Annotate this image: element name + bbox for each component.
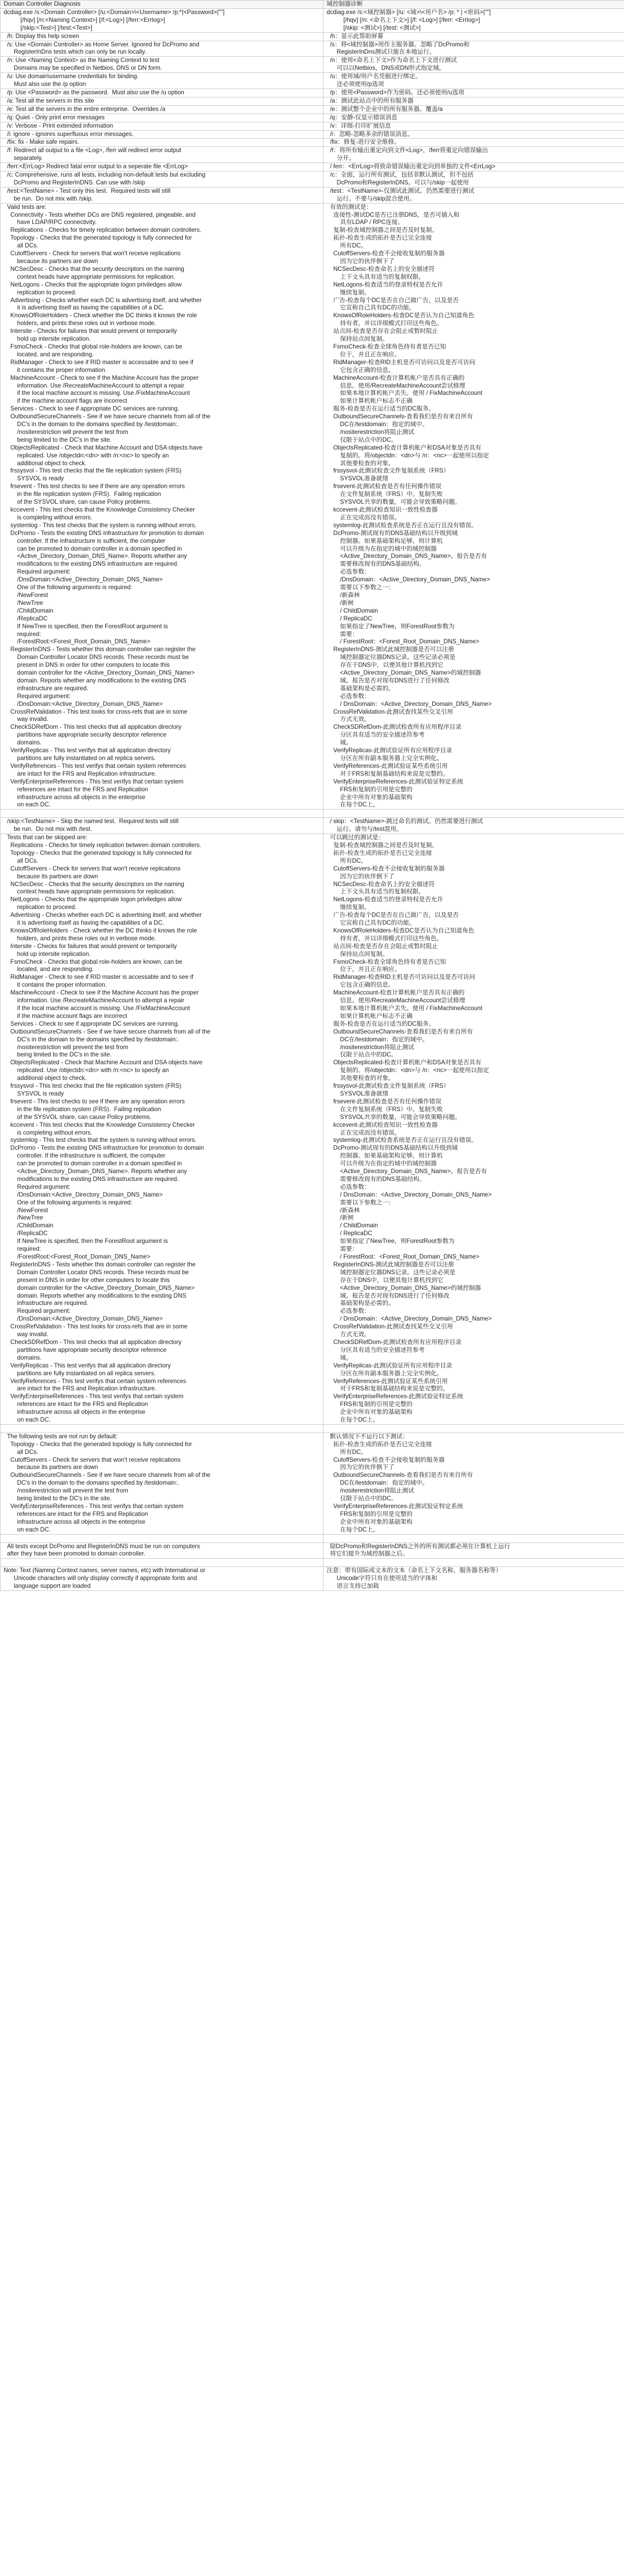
chinese-cell: /s：将<域控制器>用作主服务器。忽略了DcPromo和 RegisterInDns测试只能在本地运行。 bbox=[323, 41, 624, 57]
english-cell: Valid tests are: Connectivity - Tests whether DCs are DNS registered, pingeable, and have LDAP/RPC connectivity. Replications - Checks for timely replication between domain controllers. Topology - Checks that the generated topology is fully connected for all DCs. CutoffServers - Check for servers that won't receive replications because its partners are down NCSecDesc - Checks that the security descriptors on the naming context heads have appropriate permissions for replication. NetLogons - Checks that the appropriate logon priviledges allow replication to proceed. Advertising - Checks whether each DC is advertising itself, and whether it is advertising itself as having the capabilities of a DC. KnowsOfRoleHolders - Check whether the DC thinks it knows the role holders, and prints these roles out in verbose mode. Intersite - Checks for failures that would prevent or temporarily hold up intersite replication. FsmoCheck - Checks that global role-holders are known, can be located, and are responding. RidManager - Check to see if RID master is accessable and to see if it contains the proper information. MachineAccount - Check to see if the Machine Account has the proper information. Use /RecreateMachineAccount to attempt a repair if the local machine account is missing. Use /FixMachineAccount if the machine account flags are incorrect Services - Check to see if appropriate DC services are running. OutboundSecureChannels - See if we have secure channels from all of the DC's in the domain to the domains specified by /testdomain:. /nositerestriction will prevent the test from being limited to the DC's in the site. ObjectsReplicated - Check that Machine Account and DSA objects have replicated. Use /objectdn:<dn> with /n:<nc> to specify an additional object to check. frssysvol - This test checks that the file replication system (FRS) SYSVOL is ready frsevent - This test checks to see if there are any operation errors in the file replication system (FRS). Failing replication of the SYSVOL share, can cause Policy problems. kccevent - This test checks that the Knowledge Consistency Checker is completing without errors. systemlog - This test checks that the system is running without errors. DcPromo - Tests the existing DNS infrastructure for promotion to domain controller. If the infrastructure is sufficient, the computer can be promoted to domain controller in a domain specified in <Active_Directory_Domain_DNS_Name>. Reports whether any modifications to the existing DNS infrastructure are required. Required argument: /DnsDomain:<Active_Directory_Domain_DNS_Name> One of the following arguments is required: /NewForest /NewTree /ChildDomain /ReplicaDC If NewTree is specified, then the ForestRoot argument is required: /ForestRoot:<Forest_Root_Domain_DNS_Name> RegisterInDNS - Tests whether this domain controller can register the Domain Controller Locator DNS records. These records must be present in DNS in order for other computers to locate this domain controller for the <Active_Directory_Domain_DNS_Name> domain. Reports whether any modifications to the existing DNS infrastructure are required. Required argument: /DnsDomain:<Active_Directory_Domain_DNS_Name> CrossRefValidation - This test looks for cross-refs that are in some way invalid. CheckSDRefDom - This test checks that all application directory partitions have appropriate security descriptor reference domains. VerifyReplicas - This test verifys that all application directory partitions are fully instantiated on all replica servers. VerifyReferences - This test verifys that certain system references are intact for the FRS and Replication infrastructure. VerifyEnterpriseReferences - This test verifys that certain system references are intact for the FRS and Replication infrastructure across all objects in the enterprise on each DC. bbox=[1, 203, 323, 810]
chinese-cell: /q：安静-仅显示错误消息 bbox=[323, 114, 624, 122]
table-row bbox=[1, 139, 624, 147]
english-cell: Tests that can be skipped are: Replications - Checks for timely replication between domain controllers. Topology - Checks that the generated topology is fully connected for all DCs. CutoffServers - Check for servers that won't receive replications because its partners are down NCSecDesc - Checks that the security descriptors on the naming context heads have appropriate permissions for replication. NetLogons - Checks that the appropriate logon priviledges allow replication to proceed. Advertising - Checks whether each DC is advertising itself, and whether it is advertising itself as having the capabilities of a DC. KnowsOfRoleHolders - Check whether the DC thinks it knows the role holders, and prints these roles out in verbose mode. Intersite - Checks for failures that would prevent or temporarily hold up intersite replication. FsmoCheck - Checks that global role-holders are known, can be located, and are responding. RidManager - Check to see if RID master is accessable and to see if it contains the proper information. MachineAccount - Check to see if the Machine Account has the proper information. Use /RecreateMachineAccount to attempt a repair if the local machine account is missing. Use /FixMachineAccount if the machine account flags are incorrect Services - Check to see if appropriate DC services are running. OutboundSecureChannels - See if we have secure channels from all of the DC's in the domain to the domains specified by /testdomain:. /nositerestriction will prevent the test from being limited to the DC's in the site. ObjectsReplicated - Check that Machine Account and DSA objects have replicated. Use /objectdn:<dn> with /n:<nc> to specify an additional object to check. frssysvol - This test checks that the file replication system (FRS) SYSVOL is ready frsevent - This test checks to see if there are any operation errors in the file replication system (FRS). Failing replication of the SYSVOL share, can cause Policy problems. kccevent - This test checks that the Knowledge Consistency Checker is completing without errors. systemlog - This test checks that the system is running without errors. DcPromo - Tests the existing DNS infrastructure for promotion to domain controller. If the infrastructure is sufficient, the computer can be promoted to domain controller in a domain specified in <Active_Directory_Domain_DNS_Name>. Reports whether any modifications to the existing DNS infrastructure are required. Required argument: /DnsDomain:<Active_Directory_Domain_DNS_Name> One of the following arguments is required: /NewForest /NewTree /ChildDomain /ReplicaDC If NewTree is specified, then the ForestRoot argument is required: /ForestRoot:<Forest_Root_Domain_DNS_Name> RegisterInDNS - Tests whether this domain controller can register the Domain Controller Locator DNS records. These records must be present in DNS in order for other computers to locate this domain controller for the <Active_Directory_Domain_DNS_Name> domain. Reports whether any modifications to the existing DNS infrastructure are required. Required argument: /DnsDomain:<Active_Directory_Domain_DNS_Name> CrossRefValidation - This test looks for cross-refs that are in some way invalid. CheckSDRefDom - This test checks that all application directory partitions have appropriate security descriptor reference domains. VerifyReplicas - This test verifys that all application directory partitions are fully instantiated on all replica servers. VerifyReferences - This test verifys that certain system references are intact for the FRS and Replication infrastructure. VerifyEnterpriseReferences - This test verifys that certain system references are intact for the FRS and Replication infrastructure across all objects in the enterprise on each DC. bbox=[1, 834, 323, 1425]
header-chinese: 域控制器诊断 bbox=[323, 1, 624, 9]
english-cell: /f: Redirect all output to a file <Log>, /ferr will redirect error output separately. bbox=[1, 147, 323, 163]
table-row bbox=[1, 163, 624, 171]
table-row bbox=[1, 810, 624, 818]
chinese-cell: /f：将所有输出重定向到文件<Log>，/ferr将重定向错误输出 分开。 bbox=[323, 147, 624, 163]
table-row bbox=[1, 203, 624, 810]
english-cell: /s: Use <Domain Controller> as Home Server. Ignored for DcPromo and RegisterInDns tests which can only be run locally. bbox=[1, 41, 323, 57]
table-row bbox=[1, 1559, 624, 1567]
english-cell: /n: Use <Naming Context> as the Naming Context to test Domains may be specified in Netbios, DNS or DN form. bbox=[1, 57, 323, 73]
table-row bbox=[1, 1433, 624, 1534]
table-row bbox=[1, 57, 624, 73]
chinese-cell: 可以跳过的测试是： 复制-检查域控制器之间是否及时复制。 拓扑-检查生成的拓扑是否已完全连接 所有DC。 CutoffServers-检查不会接收复制的服务器 因为它的伙伴倒下了 NCSecDesc-检查命名上的安全描述符 上下文头具有适当的复制权限。 NetLogons-检查适当的登录特权是否允许 继续复制。 广告-检查每个DC是否在自己做广告，以及是否 它宣称自己具有DC的功能。 KnowsOfRoleHolders-检查DC是否认为自己知道角色 持有者，并以详细模式打印这些角色。 站点间-检查是否存在会阻止或暂时阻止 保持站点间复制。 FsmoCheck-检查全球角色持有者是否已知 位于，并且正在响应。 RidManager-检查RID主机是否可访问以及是否可访问 它包含正确的信息。 MachineAccount-检查计算机帐户是否具有正确的 信息。使用/RecreateMachineAccount尝试修理 如果本地计算机帐户丢失。使用 / FixMachineAccount 如果计算机帐户标志不正确 服务-检查是否在运行适当的DC服务。 OutboundSecureChannels-查看我们是否有来自所有 DC在/testdomain：指定的域中。 /nositerestriction将阻止测试 仅限于站点中的DC。 ObjectsReplicated-检查计算机帐户和DSA对象是否具有 复制的。将/objectdn：<dn>与 /n：<nc>一起使用以指定 其他要检查的对象。 frssysvol-此测试检查文件复制系统（FRS） SYSVOL准备就绪 frsevent-此测试检查是否有任何操作错误 在文件复制系统（FRS）中。复制失败 SYSVOL共享的数量，可能会导致策略问题。 kccevent-此测试检查知识一致性检查器 正在完成而没有错误。 systemlog-此测试检查系统是否正在运行且没有错误。 DcPromo-测试现有的DNS基础结构以升级到域 控制器。如果基础架构足够，则计算机 可以升级为在指定的域中的域控制器 <Active_Directory_Domain_DNS_Name>。报告是否有 需要修改现有的DNS基础结构。 必选参数： / DnsDomain：<Active_Directory_Domain_DNS_Name> 需要以下参数之一： /新森林 /新树 / ChildDomain / ReplicaDC 如果指定了NewTree，则ForestRoot参数为 需要： / ForestRoot：<Forest_Root_Domain_DNS_Name> RegisterInDNS-测试此域控制器是否可以注册 域控制器定位器DNS记录。这些记录必须是 存在于DNS中，以便其他计算机找到它 <Active_Directory_Domain_DNS_Name>的域控制器 域。报告是否对现有DNS进行了任何修改 基础架构是必需的。 必选参数： / DnsDomain：<Active_Directory_Domain_DNS_Name> CrossRefValidation-此测试查找某些交叉引用 方式无效。 CheckSDRefDom-此测试检查所有应用程序目录 分区具有适当的安全描述符参考 域。 VerifyReplicas-此测试验证所有应用程序目录 分区在所有副本服务器上完全实例化。 VerifyReferences-此测试验证某些系统引用 对于FRS和复制基础结构来说是完整的。 VerifyEnterpriseReferences-此测试验证特定系统 FRS和复制的引用是完整的 企业中所有对象的基础架构 在每个DC上。 bbox=[323, 834, 624, 1425]
english-cell: /skip:<TestName> - Skip the named test. Required tests will still be run. Do not mix with /test. bbox=[1, 818, 323, 834]
chinese-cell: /v：详细-打印扩展信息 bbox=[323, 122, 624, 130]
english-cell: /p: Use <Password> as the password. Must also use the /u option bbox=[1, 89, 323, 97]
table-row bbox=[1, 171, 624, 188]
table-row bbox=[1, 105, 624, 114]
english-cell: All tests except DcPromo and RegisterInDNS must be run on computers after they have been promoted to domain controller. bbox=[1, 1542, 323, 1559]
table-body bbox=[1, 8, 624, 1590]
table-row bbox=[1, 834, 624, 1425]
english-cell: dcdiag.exe /s:<Domain Controller> [/u:<Domain>\<Username> /p:*|<Password>|""] [/hqv] [/n:<Naming Context>] [/f:<Log>] [/ferr:<Errlog>] [/skip:<Test>] [/test:<Test>] bbox=[1, 8, 323, 32]
english-cell: /test:<TestName> - Test only this test. Required tests will still be run. Do not mix with /skip. bbox=[1, 187, 323, 203]
table-row bbox=[1, 1567, 624, 1591]
chinese-cell: 注意：带有国际或文本的文本（命名上下文名称，服务器名称等） Unicode字符只有在使用适当的字体和 语言支持已加载 bbox=[323, 1567, 624, 1591]
chinese-cell: /fix：修复-进行安全维修。 bbox=[323, 139, 624, 147]
chinese-cell: /test：<TestName>-仅测试此测试。仍然需要进行测试 运行。不要与/skip混合使用。 bbox=[323, 187, 624, 203]
table-row bbox=[1, 122, 624, 130]
table-header-row bbox=[1, 1, 624, 9]
table-row bbox=[1, 8, 624, 32]
english-cell bbox=[1, 810, 323, 818]
english-cell: /ferr:<ErrLog> Redirect fatal error output to a seperate file <ErrLog> bbox=[1, 163, 323, 171]
table-row bbox=[1, 1424, 624, 1433]
english-cell: /e: Test all the servers in the entire enterprise. Overrides /a bbox=[1, 105, 323, 114]
chinese-cell: /c：全面，运行所有测试，包括非默认测试，但不包括 DcPromo和RegisterInDNS。可以与/skip一起使用 bbox=[323, 171, 624, 188]
english-cell: /a: Test all the servers in this site bbox=[1, 97, 323, 105]
chinese-cell: 除DcPromo和RegisterInDNS之外的所有测试都必须在计算机上运行 将它们提升为域控制器之后。 bbox=[323, 1542, 624, 1559]
chinese-cell: / ferr：<ErrLog>将致命错误输出重定向到单独的文件<ErrLog> bbox=[323, 163, 624, 171]
chinese-cell bbox=[323, 1534, 624, 1542]
english-cell: Note: Text (Naming Context names, server names, etc) with International or Unicode characters will only display correctly if appropriate fonts and language support are loaded bbox=[1, 1567, 323, 1591]
table-row bbox=[1, 97, 624, 105]
table-row bbox=[1, 818, 624, 834]
chinese-cell: dcdiag.exe /s:<域控制器> [/u: <域>\<用户名> /p: * | <密码>|""] [/hqv] [/n: <命名上下文>] [/f: <Log>] [/ferr: <Errlog>] [/skip: <测试>] [/test: <测试>] bbox=[323, 8, 624, 32]
english-cell bbox=[1, 1559, 323, 1567]
english-cell: /i: ignore - ignores superfluous error messages. bbox=[1, 130, 323, 139]
chinese-cell: 默认情况下不运行以下测试： 拓扑-检查生成的拓扑是否已完全连接 所有DC。 CutoffServers-检查不会接收复制的服务器 因为它的伙伴倒下了 OutboundSecureChannels-查看我们是否有来自所有 DC在/testdomain：指定的域中。 /nositerestriction将阻止测试 仅限于站点中的DC。 VerifyEnterpriseReferences-此测试验证特定系统 FRS和复制的引用是完整的 企业中所有对象的基础架构 在每个DC上。 bbox=[323, 1433, 624, 1534]
table-row bbox=[1, 73, 624, 89]
table-row bbox=[1, 114, 624, 122]
english-cell: /h: Display this help screen bbox=[1, 32, 323, 41]
chinese-cell: /a：测试此站点中的所有服务器 bbox=[323, 97, 624, 105]
table-row bbox=[1, 1534, 624, 1542]
english-cell: /fix: fix - Make safe repairs. bbox=[1, 139, 323, 147]
english-cell: /q: Quiet - Only print error messages bbox=[1, 114, 323, 122]
chinese-cell: /u：使用域/用户名凭据进行绑定。 还必须使用/p选项 bbox=[323, 73, 624, 89]
chinese-cell: /p：使用<Password>作为密码。还必须使用/u选项 bbox=[323, 89, 624, 97]
table-row bbox=[1, 89, 624, 97]
chinese-cell: 有效的测试是： 连接性-测试DC是否已注册DNS，是否可插入和 具有LDAP / RPC连接。 复制-检查域控制器之间是否及时复制。 拓扑-检查生成的拓扑是否已完全连接 所有DC。 CutoffServers-检查不会接收复制的服务器 因为它的伙伴倒下了 NCSecDesc-检查命名上的安全描述符 上下文头具有适当的复制权限。 NetLogons-检查适当的登录特权是否允许 继续复制。 广告-检查每个DC是否在自己做广告，以及是否 它宣称自己具有DC的功能。 KnowsOfRoleHolders-检查DC是否认为自己知道角色 持有者，并以详细模式打印这些角色。 站点间-检查是否存在会阻止或暂时阻止 保持站点间复制。 FsmoCheck-检查全球角色持有者是否已知 位于，并且正在响应。 RidManager-检查RID主机是否可访问以及是否可访问 它包含正确的信息。 MachineAccount-检查计算机帐户是否具有正确的 信息。使用/RecreateMachineAccount尝试修理 如果本地计算机帐户丢失。使用 / FixMachineAccount 如果计算机帐户标志不正确 服务-检查是否在运行适当的DC服务。 OutboundSecureChannels-查看我们是否有来自所有 DC在/testdomain：指定的域中。 /nositerestriction将阻止测试 仅限于站点中的DC。 ObjectsReplicated-检查计算机帐户和DSA对象是否具有 复制的。将/objectdn：<dn>与 /n：<nc>一起使用以指定 其他要检查的对象。 frssysvol-此测试检查文件复制系统（FRS） SYSVOL准备就绪 frsevent-此测试检查是否有任何操作错误 在文件复制系统（FRS）中。复制失败 SYSVOL共享的数量，可能会导致策略问题。 kccevent-此测试检查知识一致性检查器 正在完成而没有错误。 systemlog-此测试检查系统是否正在运行且没有错误。 DcPromo-测试现有的DNS基础结构以升级到域 控制器。如果基础架构足够，则计算机 可以升级为在指定的域中的域控制器 <Active_Directory_Domain_DNS_Name>。报告是否有 需要修改现有的DNS基础结构。 必选参数： /DnsDomain：<Active_Directory_Domain_DNS_Name> 需要以下参数之一： /新森林 /新树 / ChildDomain / ReplicaDC 如果指定了NewTree，则ForestRoot参数为 需要： / ForestRoot：<Forest_Root_Domain_DNS_Name> RegisterInDNS-测试此域控制器是否可以注册 域控制器定位器DNS记录。这些记录必须是 存在于DNS中，以便其他计算机找到它 <Active_Directory_Domain_DNS_Name>的域控制器 域。报告是否对现有DNS进行了任何修改 基础架构是必需的。 必选参数： / DnsDomain：<Active_Directory_Domain_DNS_Name> CrossRefValidation-此测试查找某些交叉引用 方式无效。 CheckSDRefDom-此测试检查所有应用程序目录 分区具有适当的安全描述符参考 域。 VerifyReplicas-此测试验证所有应用程序目录 分区在所有副本服务器上完全实例化。 VerifyReferences-此测试验证某些系统引用 对于FRS和复制基础结构来说是完整的。 VerifyEnterpriseReferences-此测试验证特定系统 FRS和复制的引用是完整的 企业中所有对象的基础架构 在每个DC上。 bbox=[323, 203, 624, 810]
table-row bbox=[1, 41, 624, 57]
table-row bbox=[1, 32, 624, 41]
english-cell: /u: Use domain\username credentials for binding. Must also use the /p option bbox=[1, 73, 323, 89]
chinese-cell: /n：使用<命名上下文>作为命名上下文进行测试 可以以Netbios，DNS或DN形式指定域。 bbox=[323, 57, 624, 73]
chinese-cell: / skip：<TestName>-跳过命名的测试。仍然需要进行测试 运行。请勿与/test混用。 bbox=[323, 818, 624, 834]
chinese-cell bbox=[323, 810, 624, 818]
header-english: Domain Controller Diagnosis bbox=[1, 1, 323, 9]
english-cell: The following tests are not run by default: Topology - Checks that the generated topology is fully connected for all DCs. CutoffServers - Check for servers that won't receive replications because its partners are down OutboundSecureChannels - See if we have secure channels from all of the DC's in the domain to the domains specified by /testdomain:. /nositerestriction will prevent the test from being limited to the DC's in the site. VerifyEnterpriseReferences - This test verifys that certain system references are intact for the FRS and Replication infrastructure across all objects in the enterprise on each DC. bbox=[1, 1433, 323, 1534]
chinese-cell: /e：测试整个企业中的所有服务器。覆盖/a bbox=[323, 105, 624, 114]
table-row bbox=[1, 187, 624, 203]
english-cell bbox=[1, 1424, 323, 1433]
chinese-cell: /h：显示此帮助屏幕 bbox=[323, 32, 624, 41]
chinese-cell bbox=[323, 1559, 624, 1567]
english-cell: /c: Comprehensive, runs all tests, including non-default tests but excluding DcPromo and RegisterInDNS. Can use with /skip bbox=[1, 171, 323, 188]
chinese-cell: /i：忽略-忽略多余的错误消息。 bbox=[323, 130, 624, 139]
table-row bbox=[1, 130, 624, 139]
table-row bbox=[1, 147, 624, 163]
english-cell: /v: Verbose - Print extended information bbox=[1, 122, 323, 130]
table-row bbox=[1, 1542, 624, 1559]
english-cell bbox=[1, 1534, 323, 1542]
chinese-cell bbox=[323, 1424, 624, 1433]
